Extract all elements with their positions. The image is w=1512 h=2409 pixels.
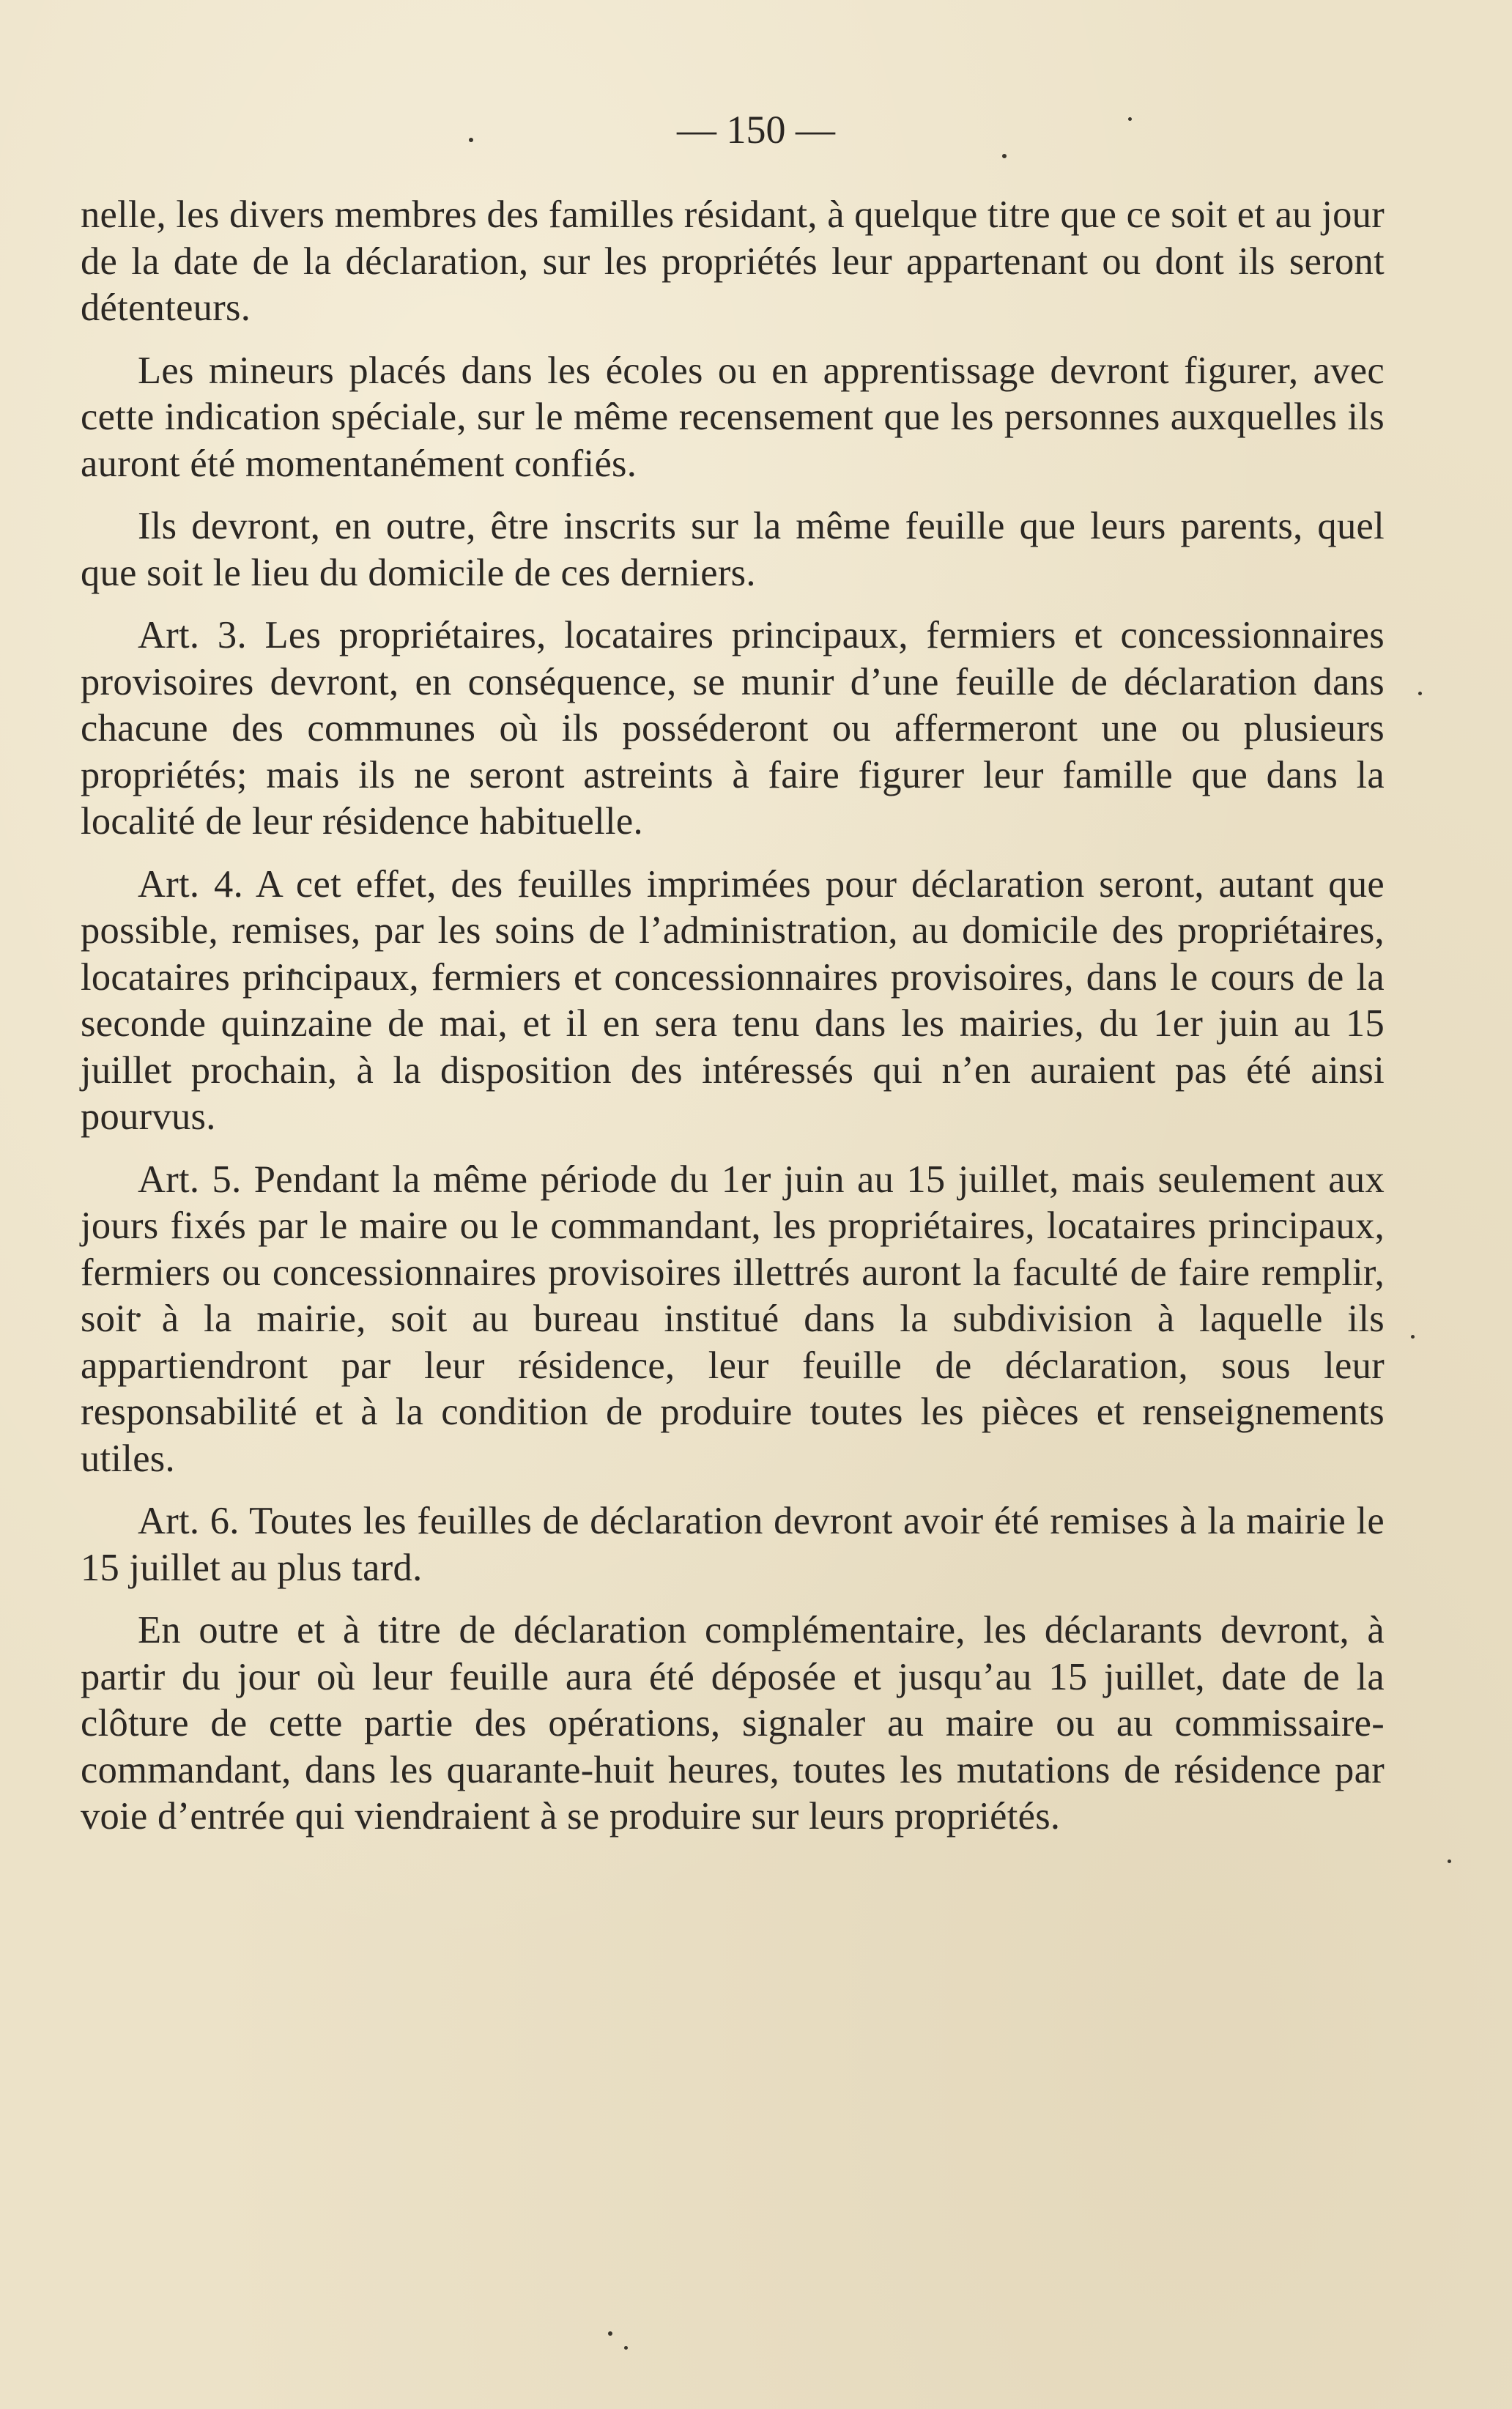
ink-speck (1411, 1335, 1415, 1339)
paragraph-minors: Les mineurs placés dans les écoles ou en apprentissage devront figurer, avec cette indication spéciale, sur le même recensement que les personnes auxquelles ils auront été momentanément confiés. (81, 349, 1385, 485)
paragraph-supplementary: En outre et à titre de déclaration complémentaire, les déclarants devront, à partir du jour où leur feuille aura été déposée et jusqu’au 15 juillet, date de la clôture de cette partie des opérations, signaler au maire ou au commissaire-commandant, dans les quarante-huit heures, toutes les mutations de résidence par voie d’entrée qui viendraient à se produire sur leurs propriétés. (81, 1609, 1385, 1838)
ink-speck (1002, 154, 1007, 158)
ink-speck (624, 2346, 628, 2350)
paragraph-continuation: nelle, les divers membres des familles résidant, à quelque titre que ce soit et au jour de la date de la déclaration, sur les propriétés leur appartenant ou dont ils seront détenteurs. (81, 193, 1385, 329)
body-text (81, 192, 1385, 1857)
paragraph-parents: Ils devront, en outre, être inscrits sur la même feuille que leurs parents, quel que soit le lieu du domicile de ces derniers. (81, 505, 1385, 594)
page-number: — 150 — (677, 108, 835, 152)
paragraph-article-3: Art. 3. Les propriétaires, locataires principaux, fermiers et concessionnaires provisoires devront, en conséquence, se munir d’une feuille de déclaration dans chacune des communes où ils posséderont ou affermeront une ou plusieurs propriétés; mais ils ne seront astreints à faire figurer leur famille que dans la localité de leur résidence habituelle. (81, 614, 1385, 843)
ink-speck (1418, 692, 1422, 695)
paragraph-article-6: Art. 6. Toutes les feuilles de déclaration devront avoir été remises à la mairie le 15 juillet au plus tard. (81, 1500, 1385, 1589)
paragraph-article-5: Art. 5. Pendant la même période du 1er juin au 15 juillet, mais seulement aux jours fixés par le maire ou le commandant, les propriétaires, locataires principaux, fermiers ou concessionnaires provisoires illettrés auront la faculté de faire remplir, soit à la mairie, soit au bureau institué dans la subdivision à laquelle ils appartiendront par leur résidence, leur feuille de déclaration, sous leur responsabilité et à la condition de produire toutes les pièces et renseignements utiles. (81, 1158, 1385, 1480)
ink-speck (1448, 1860, 1451, 1863)
paragraph-article-4: Art. 4. A cet effet, des feuilles imprimées pour déclaration seront, autant que possible, remises, par les soins de l’administration, au domicile des propriétaires, locataires principaux, fermiers et concessionnaires provisoires, dans le cours de la seconde quinzaine de mai, et il en sera tenu dans les mairies, du 1er juin au 15 juillet prochain, à la disposition des intéressés qui n’en auraient pas été ainsi pourvus. (81, 862, 1385, 1138)
ink-speck (608, 2331, 612, 2336)
